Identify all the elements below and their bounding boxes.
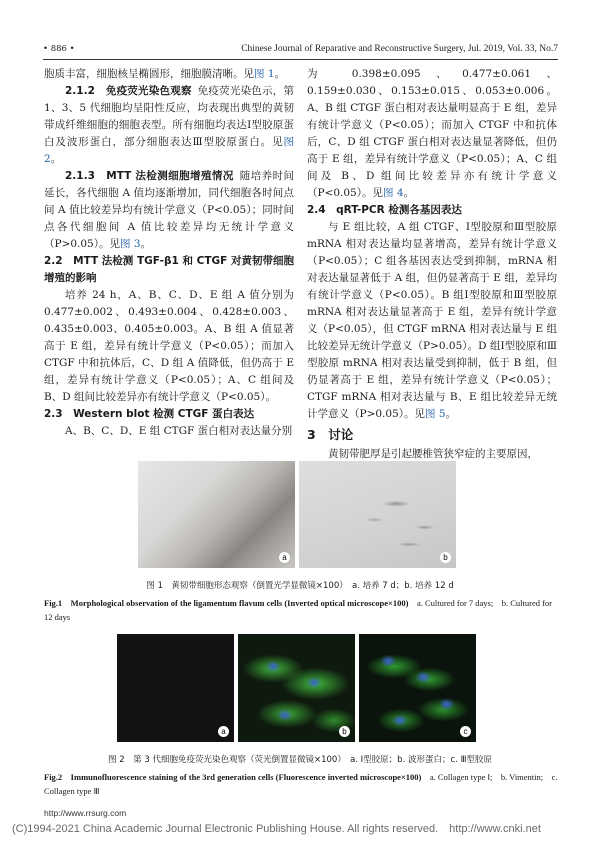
panel-label: a <box>279 552 290 563</box>
panel-label: b <box>339 726 350 737</box>
section-2-3-heading: 2.3 Western blot 检测 CTGF 蛋白表达 <box>44 408 255 420</box>
left-column <box>44 66 294 440</box>
right-paragraph-1: 为 0.398±0.095、0.477±0.061、0.159±0.030、0.153±0.015、0.053±0.006。A、B 组 CTGF 蛋白相对表达量明显高于 E 组，差异有统计学意义（P<0.05）；而加入 CTGF 中和抗体后，C、D 组 CTGF 蛋白相对表达量显著降低，但仍高于 E 组，差异有统计学意义（P<0.05）；A、C 组间及 B、D 组间比较差异亦有统计学意义（P<0.05）。见图 4。 <box>307 68 557 199</box>
fig2-panel-c <box>359 634 476 742</box>
fig1-panel-b <box>299 461 456 568</box>
fig1-caption-cn: 图 1 黄韧带细胞形态观察（倒置光学显微镜×100） a. 培养 7 d；b. 培养 12 d <box>146 581 454 591</box>
fig1-caption-en: Fig.1 Morphological observation of the ligamentum flavum cells (Inverted optical microscope×100) a. Cultured for 7 days; b. Cultured for 12 days <box>44 598 553 622</box>
panel-label: a <box>218 726 229 737</box>
section-3-text: 黄韧带肥厚是引起腰椎管狭窄症的主要原因， <box>328 448 538 460</box>
section-2-1-2: 2.1.2 免疫荧光染色观察 免疫荧光染色示，第 1、3、5 代细胞均呈阳性反应，均表现出典型的黄韧带成纤维细胞的细胞表型。所有细胞均表达Ⅰ型胶原蛋白及波形蛋白，部分细胞表达Ⅲ型胶原蛋白。见图 2。 <box>44 85 294 165</box>
section-heading: 2.1.3 MTT 法检测细胞增殖情况 <box>65 170 234 182</box>
section-2-2-heading: 2.2 MTT 法检测 TGF-β1 和 CTGF 对黄韧带细胞增殖的影响 <box>44 255 294 284</box>
section-2-3-text: A、B、C、D、E 组 CTGF 蛋白相对表达量分别 <box>65 425 293 437</box>
section-2-1-3: 2.1.3 MTT 法检测细胞增殖情况 随培养时间延长，各代细胞 A 值均逐渐增加，同代细胞各时间点间 A 值比较差异均有统计学意义（P<0.05）；同时间点各代细胞间 A 值比较差异均无统计学意义（P>0.05）。见图 3。 <box>44 170 294 250</box>
right-column <box>307 66 557 463</box>
section-2-4-text: 与 E 组比较，A 组 CTGF、Ⅰ型胶原和Ⅲ型胶原 mRNA 相对表达量均显著增高，差异有统计学意义（P<0.05）；C 组各基因表达受到抑制，mRNA 相对表达量显著低于 A 组，但仍显著高于 E 组，差异均有统计学意义（P<0.05）。B 组Ⅰ型胶原和Ⅲ型胶原 mRNA 相对表达量显著高于 E 组，差异有统计学意义（P<0.05），但 CTGF mRNA 相对表达量与 E 组比较差异无统计学意义（P>0.05）。D 组Ⅰ型胶原和Ⅲ型胶原 mRNA 相对表达量受到抑制，低于 B 组，但仍显著高于 E 组，差异有统计学意义（P<0.05）；CTGF mRNA 相对表达量与 B、E 组比较差异无统计学意义（P>0.05）。见图 5。 <box>307 221 557 420</box>
left-paragraph-1: 胞质丰富，细胞核呈椭圆形，细胞膜清晰。见图 1。 <box>44 68 286 80</box>
panel-label: b <box>440 552 451 563</box>
fig1-panel-a <box>138 461 295 568</box>
section-heading: 2.1.2 免疫荧光染色观察 <box>65 85 192 97</box>
fig2-caption-en: Fig.2 Immunofluorescence staining of the 3rd generation cells (Fluorescence inverted microscope×100) a. Collagen type Ⅰ; b. Vimentin; c. Collagen type Ⅲ <box>44 772 558 796</box>
section-3-heading: 3 讨论 <box>307 427 354 442</box>
fig5-link[interactable]: 图 5 <box>425 408 446 420</box>
section-2-2-text: 培养 24 h，A、B、C、D、E 组 A 值分别为 0.477±0.002、0.493±0.004、0.428±0.003、0.435±0.003、0.405±0.003。A、B 组 A 值显著高于 E 组，差异有统计学意义（P<0.05）；而加入 CTGF 中和抗体后，C、D 组 A 值降低，但仍高于 E 组，差异有统计学意义（P<0.05）；A、C 组间及 B、D 组间比较差异亦有统计学意义（P<0.05）。 <box>44 289 294 403</box>
page-number: • 886 • <box>43 44 75 54</box>
fig2-panel-a <box>117 634 234 742</box>
fig4-link[interactable]: 图 4 <box>383 187 404 199</box>
header-rule <box>43 59 558 60</box>
fig2-link[interactable]: 图 2 <box>44 136 294 165</box>
panel-label: c <box>460 726 471 737</box>
fig2-caption-cn: 图 2 第 3 代细胞免疫荧光染色观察（荧光倒置显微镜×100） a. Ⅰ型胶原；b. 波形蛋白；c. Ⅲ型胶原 <box>108 755 492 765</box>
copyright-notice: (C)1994-2021 China Academic Journal Electronic Publishing House. All rights reserved. http://www.cnki.net <box>12 823 541 835</box>
fig1-link[interactable]: 图 1 <box>254 68 275 80</box>
fig2-panel-b <box>238 634 355 742</box>
section-2-4-heading: 2.4 qRT-PCR 检测各基因表达 <box>307 204 462 216</box>
fig3-link[interactable]: 图 3 <box>120 238 141 250</box>
journal-header: Chinese Journal of Reparative and Reconstructive Surgery, Jul. 2019, Vol. 33, No.7 <box>241 44 558 54</box>
footer-url[interactable]: http://www.rrsurg.com <box>44 808 127 818</box>
